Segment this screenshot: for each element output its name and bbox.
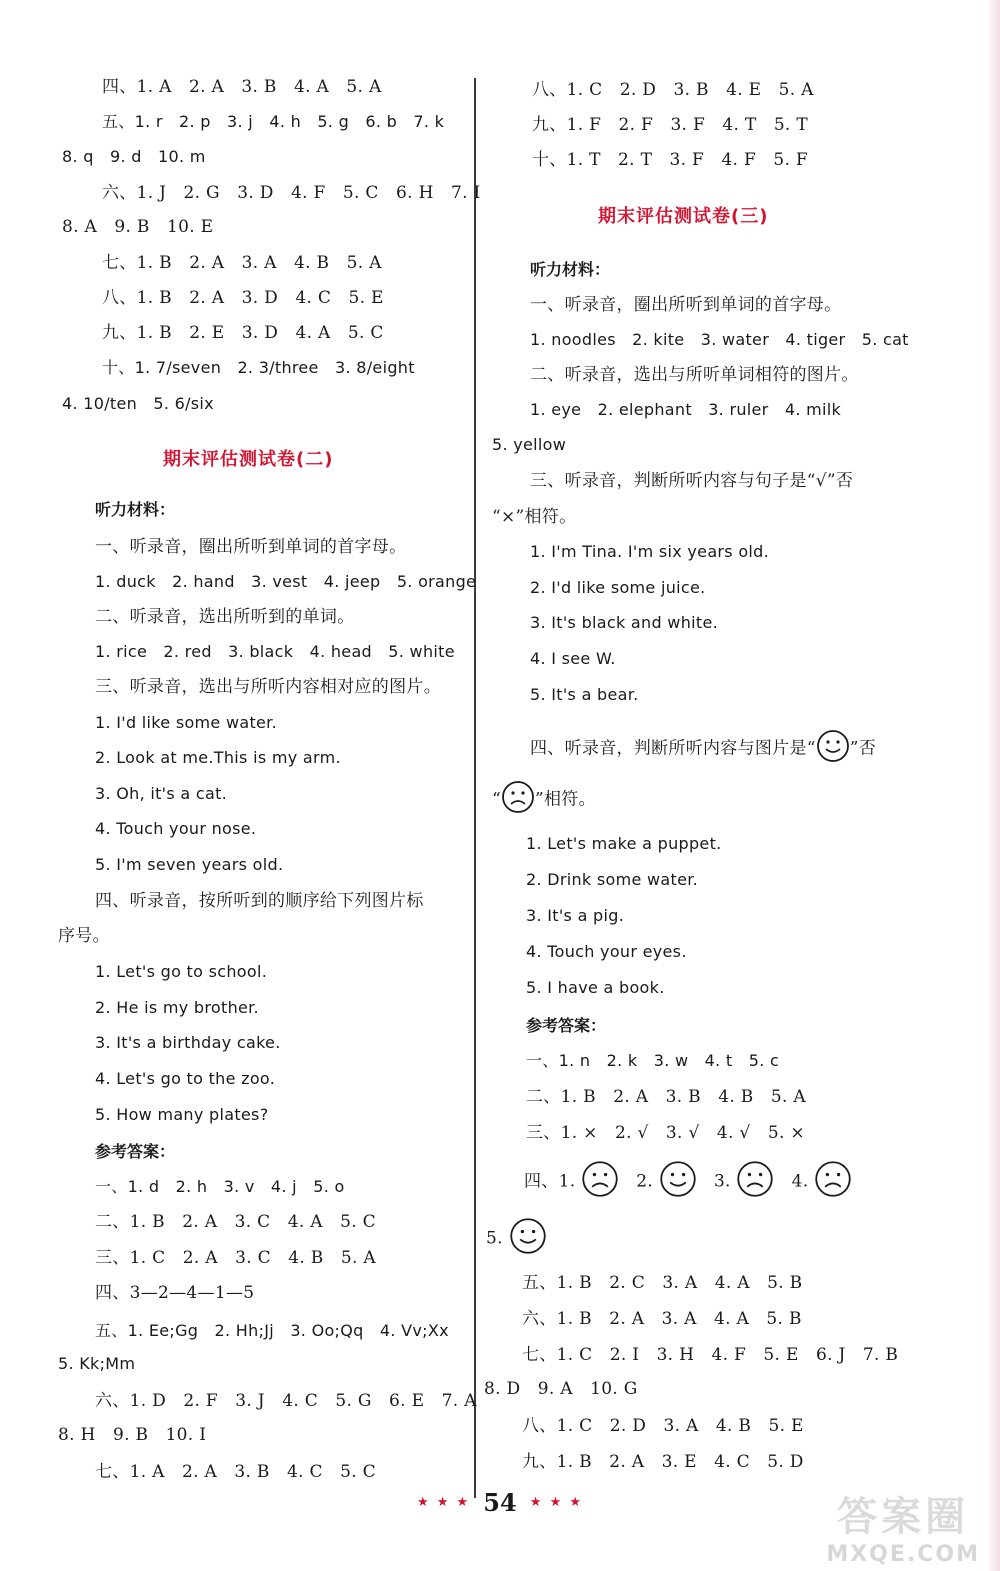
script-line: 2. Look at me.This is my arm. <box>95 748 341 767</box>
answer-line: 十、1. T 2. T 3. F 4. F 5. F <box>532 150 808 170</box>
script-line: 5. yellow <box>492 435 567 454</box>
answer-line: 四、3—2—4—1—5 <box>95 1283 255 1303</box>
script-line: 3. It's a birthday cake. <box>95 1033 281 1052</box>
answer-line: 七、1. A 2. A 3. B 4. C 5. C <box>95 1462 376 1482</box>
question-heading: 一、听录音，圈出所听到单词的首字母。 <box>95 537 407 557</box>
script-line: 4. I see W. <box>530 649 616 668</box>
answer-line: 六、1. D 2. F 3. J 4. C 5. G 6. E 7. A <box>95 1391 477 1411</box>
heading-text: ”相符。 <box>535 789 596 810</box>
sad-face-icon <box>814 1160 852 1204</box>
section-title: 期末评估测试卷(三) <box>598 206 769 227</box>
section-title: 期末评估测试卷(二) <box>163 449 334 470</box>
answer-line: 七、1. B 2. A 3. A 4. B 5. A <box>102 253 382 273</box>
answer-line: 8. H 9. B 10. I <box>58 1425 207 1445</box>
smiling-face-icon <box>659 1160 697 1204</box>
answer-line: 五、1. r 2. p 3. j 4. h 5. g 6. b 7. k <box>102 112 445 131</box>
script-line: 4. Touch your eyes. <box>526 942 687 961</box>
answer-line: 六、1. B 2. A 3. A 4. A 5. B <box>522 1309 802 1329</box>
column-divider <box>474 78 476 1498</box>
sad-face-icon <box>736 1160 774 1204</box>
question-heading: “×”相符。 <box>492 507 577 527</box>
script-line: 1. rice 2. red 3. black 4. head 5. white <box>95 642 455 661</box>
question-heading: 三、听录音，选出与所听内容相对应的图片。 <box>95 677 441 697</box>
answer-line: 六、1. J 2. G 3. D 4. F 5. C 6. H 7. I <box>102 183 481 203</box>
question-heading: 四、听录音，按所听到的顺序给下列图片标 <box>95 891 424 911</box>
answer-line: 九、1. F 2. F 3. F 4. T 5. T <box>532 115 808 135</box>
script-line: 1. noodles 2. kite 3. water 4. tiger 5. cat <box>530 330 909 349</box>
question-heading: 二、听录音，选出与所听单词相符的图片。 <box>530 365 859 385</box>
smiling-face-icon <box>509 1217 547 1261</box>
script-line: 5. It's a bear. <box>530 685 639 704</box>
script-line: 1. eye 2. elephant 3. ruler 4. milk <box>530 400 842 419</box>
sad-face-icon <box>501 780 535 820</box>
answer-line: 三、1. C 2. A 3. C 4. B 5. A <box>95 1248 376 1268</box>
script-line: 5. How many plates? <box>95 1105 269 1124</box>
question-heading: 序号。 <box>58 926 110 946</box>
script-line: 1. I'm Tina. I'm six years old. <box>530 542 770 561</box>
answer-line: 八、1. C 2. D 3. A 4. B 5. E <box>522 1416 804 1436</box>
script-line: 4. Let's go to the zoo. <box>95 1069 276 1088</box>
listening-label: 听力材料： <box>95 500 176 519</box>
answer-line: 八、1. C 2. D 3. B 4. E 5. A <box>532 80 814 100</box>
answer-line: 九、1. B 2. A 3. E 4. C 5. D <box>522 1452 804 1472</box>
script-line: 2. He is my brother. <box>95 998 259 1017</box>
answer-line: 五、1. Ee;Gg 2. Hh;Jj 3. Oo;Qq 4. Vv;Xx <box>95 1321 449 1340</box>
star-decoration-icon: ★ ★ ★ <box>529 1495 584 1510</box>
heading-text: 四、听录音，判断所听内容与图片是“ <box>530 738 816 759</box>
script-line: 1. I'd like some water. <box>95 713 277 732</box>
page-number: 54 <box>483 1488 517 1517</box>
answer-line: 8. q 9. d 10. m <box>62 147 206 166</box>
script-line: 1. Let's make a puppet. <box>526 834 722 853</box>
answer-line <box>486 1217 547 1255</box>
script-line: 3. Oh, it's a cat. <box>95 784 228 803</box>
answer-number: 3. <box>713 1171 731 1192</box>
answer-line: 四、1. A 2. A 3. B 4. A 5. A <box>102 77 382 97</box>
answer-line: 十、1. 7/seven 2. 3/three 3. 8/eight <box>102 358 415 377</box>
question-heading <box>530 729 876 769</box>
answer-line: 4. 10/ten 5. 6/six <box>62 394 214 413</box>
answer-line: 一、1. d 2. h 3. v 4. j 5. o <box>95 1177 345 1196</box>
answer-number: 四、1. <box>524 1171 576 1192</box>
answer-line: 二、1. B 2. A 3. B 4. B 5. A <box>526 1087 806 1107</box>
watermark-text: 答案圈 <box>837 1494 970 1540</box>
heading-text: “ <box>492 789 501 810</box>
script-line: 2. Drink some water. <box>526 870 699 889</box>
sad-face-icon <box>581 1160 619 1204</box>
script-line: 1. Let's go to school. <box>95 962 268 981</box>
script-line: 5. I'm seven years old. <box>95 855 284 874</box>
answer-line: 8. D 9. A 10. G <box>484 1379 638 1399</box>
watermark-url: MXQE.COM <box>826 1542 980 1567</box>
answer-line: 5. Kk;Mm <box>58 1354 136 1373</box>
question-heading: 二、听录音，选出所听到的单词。 <box>95 607 355 627</box>
smiling-face-icon <box>816 729 850 769</box>
answer-number: 4. <box>791 1171 809 1192</box>
answer-number: 5. <box>486 1228 503 1249</box>
answer-line: 二、1. B 2. A 3. C 4. A 5. C <box>95 1212 376 1232</box>
answer-line: 三、1. × 2. √ 3. √ 4. √ 5. × <box>526 1123 805 1143</box>
answers-label: 参考答案： <box>95 1142 176 1161</box>
script-line: 5. I have a book. <box>526 978 665 997</box>
script-line: 1. duck 2. hand 3. vest 4. jeep 5. orange <box>95 572 477 591</box>
answer-line <box>524 1160 852 1198</box>
script-line: 2. I'd like some juice. <box>530 578 706 597</box>
answer-line: 一、1. n 2. k 3. w 4. t 5. c <box>526 1051 780 1070</box>
script-line: 3. It's black and white. <box>530 613 718 632</box>
answer-line: 五、1. B 2. C 3. A 4. A 5. B <box>522 1273 803 1293</box>
question-heading: 三、听录音，判断所听内容与句子是“√”否 <box>530 471 854 491</box>
answer-line: 八、1. B 2. A 3. D 4. C 5. E <box>102 288 384 308</box>
answer-line: 七、1. C 2. I 3. H 4. F 5. E 6. J 7. B <box>522 1345 899 1365</box>
star-decoration-icon: ★ ★ ★ <box>416 1495 471 1510</box>
script-line: 3. It's a pig. <box>526 906 625 925</box>
watermark-logo <box>826 1485 980 1567</box>
listening-label: 听力材料： <box>530 260 611 279</box>
answer-line: 8. A 9. B 10. E <box>62 217 214 237</box>
answer-number: 2. <box>636 1171 654 1192</box>
answers-label: 参考答案： <box>526 1016 607 1035</box>
answer-line: 九、1. B 2. E 3. D 4. A 5. C <box>102 323 384 343</box>
page-edge <box>986 0 1000 1571</box>
question-heading <box>492 780 596 820</box>
question-heading: 一、听录音，圈出所听到单词的首字母。 <box>530 295 842 315</box>
script-line: 4. Touch your nose. <box>95 819 257 838</box>
heading-text: ”否 <box>849 738 877 759</box>
